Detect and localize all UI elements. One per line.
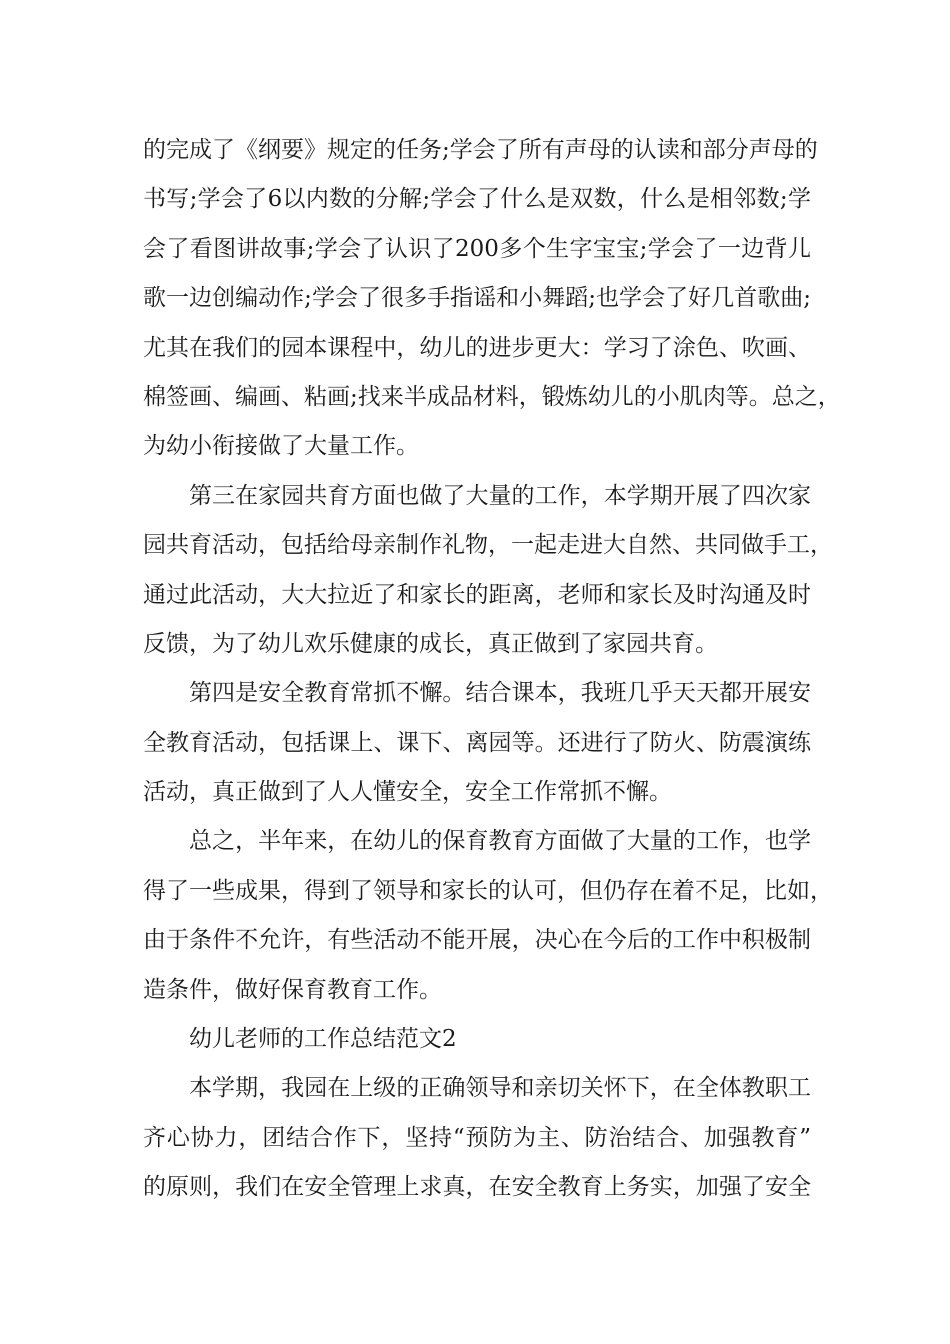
paragraph-safety-education [143, 669, 811, 817]
section-heading [143, 1015, 811, 1064]
text-line: 的原则，我们在安全管理上求真，在安全教育上务实，加强了安全 [143, 1174, 811, 1201]
text-line: 由于条件不允许，有些活动不能开展，决心在今后的工作中积极制 [143, 927, 811, 954]
paragraph-curriculum-summary [143, 126, 841, 472]
text-line: 会了看图讲故事;学会了认识了200多个生字宝宝;学会了一边背儿 [143, 235, 811, 262]
paragraph-semester-intro [143, 1064, 811, 1212]
text-line: 为幼小衔接做了大量工作。 [143, 433, 419, 460]
text-line: 通过此活动，大大拉近了和家长的距离，老师和家长及时沟通及时 [143, 581, 811, 608]
text-line: 得了一些成果，得到了领导和家长的认可，但仍存在着不足，比如， [143, 877, 833, 904]
text-line: 歌一边创编动作;学会了很多手指谣和小舞蹈;也学会了好几首歌曲; [143, 285, 811, 312]
text-line: 反馈，为了幼儿欢乐健康的成长，真正做到了家园共育。 [143, 630, 718, 657]
text-line: 第四是安全教育常抓不懈。结合课本，我班几乎天天都开展安 [189, 680, 811, 707]
text-line: 齐心协力，团结合作下，坚持“预防为主、防治结合、加强教育” [143, 1124, 811, 1151]
text-line: 尤其在我们的园本课程中，幼儿的进步更大：学习了涂色、吹画、 [143, 334, 811, 361]
text-line: 活动，真正做到了人人懂安全，安全工作常抓不懈。 [143, 779, 672, 806]
text-line: 棉签画、编画、粘画;找来半成品材料，锻炼幼儿的小肌肉等。总之， [143, 383, 841, 410]
document-body [143, 126, 841, 1213]
paragraph-home-school-cooperation [143, 472, 833, 670]
text-line: 第三在家园共育方面也做了大量的工作，本学期开展了四次家 [189, 482, 811, 509]
text-line: 本学期，我园在上级的正确领导和亲切关怀下，在全体教职工 [189, 1075, 811, 1102]
text-line: 园共育活动，包括给母亲制作礼物，一起走进大自然、共同做手工， [143, 532, 833, 559]
paragraph-conclusion [143, 817, 833, 1015]
section-title: 幼儿老师的工作总结范文2 [189, 1026, 457, 1053]
text-line: 全教育活动，包括课上、课下、离园等。还进行了防火、防震演练 [143, 729, 811, 756]
text-line: 造条件，做好保育教育工作。 [143, 976, 442, 1003]
text-line: 书写;学会了6以内数的分解;学会了什么是双数，什么是相邻数;学 [143, 186, 811, 213]
text-line: 的完成了《纲要》规定的任务;学会了所有声母的认读和部分声母的 [143, 137, 818, 163]
text-line: 总之，半年来，在幼儿的保育教育方面做了大量的工作，也学 [189, 828, 811, 855]
